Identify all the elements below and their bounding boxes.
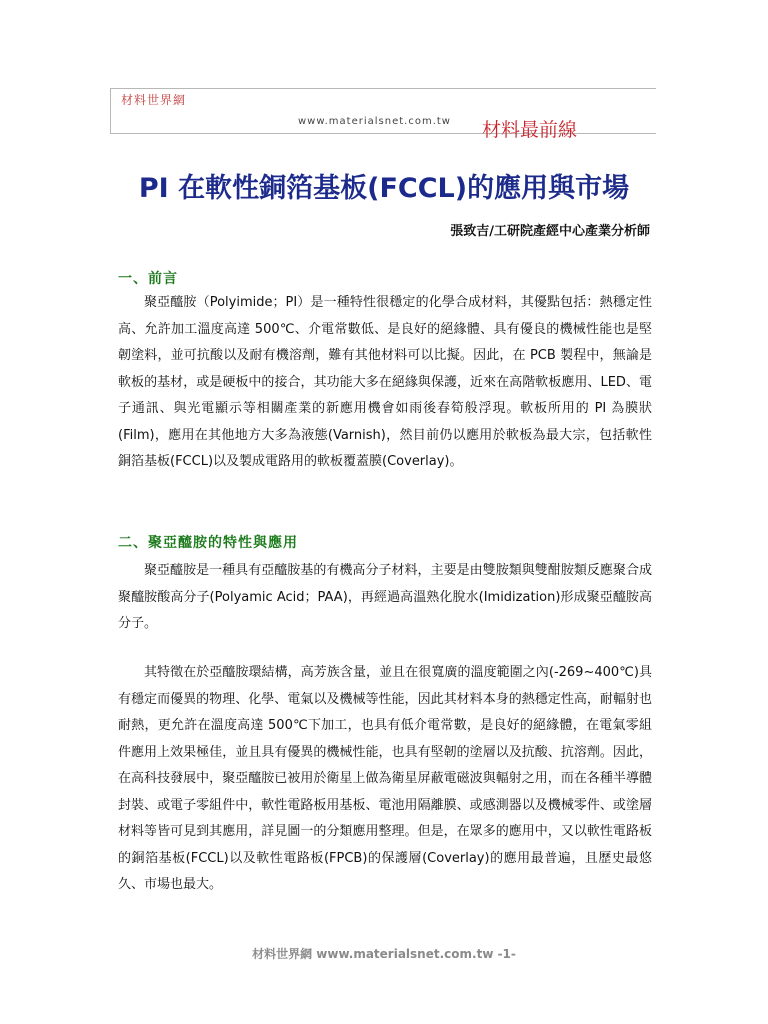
section-heading-properties: 二、聚亞醯胺的特性與應用 (118, 535, 298, 551)
properties-paragraph-2: 其特徵在於亞醯胺環結構，高芳族含量，並且在很寬廣的溫度範圍之內(-269~400℃)具有穩定而優異的物理、化學、電氣以及機械等性能，因此其材料本身的熱穩定性高，耐輻射也耐熱，更允許在溫度高達 500℃下加工，也具有低介電常數，是良好的絕緣體，在電氣零組件應用上效果極佳，並且具有優異的機械性能，也具有堅韌的塗層以及抗酸、抗溶劑。因此，在高科技發展中，聚亞醯胺已被用於衛星上做為衛星屏蔽電磁波與輻射之用，而在各種半導體封裝、或電子零組件中，軟性電路板用基板、電池用隔離膜、或感測器以及機械零件、或塗層材料等皆可見到其應用，詳見圖一的分類應用整理。但是，在眾多的應用中，又以軟性電路板的銅箔基板(FCCL)以及軟性電路板(FPCB)的保護層(Coverlay)的應用最普遍，且歷史最悠久、市場也最大。 (118, 665, 652, 892)
site-url[interactable]: www.materialsnet.com.tw (298, 116, 451, 127)
column-name: 材料最前線 (482, 119, 578, 141)
properties-paragraph-1: 聚亞醯胺是一種具有亞醯胺基的有機高分子材料，主要是由雙胺類與雙酣胺類反應聚合成聚醯胺酸高分子(Polyamic Acid；PAA)，再經過高溫熟化脫水(Imidization)形成聚亞醯胺高分子。 (118, 563, 652, 631)
article-author: 張致吉/工研院產經中心產業分析師 (450, 224, 650, 239)
intro-paragraph: 聚亞醯胺（Polyimide；PI）是一種特性很穩定的化學合成材料，其優點包括：熱穩定性高、允許加工溫度高達 500℃、介電常數低、是良好的絕緣體、具有優良的機械性能也是堅韌塗料，並可抗酸以及耐有機溶劑，難有其他材料可以比擬。因此，在 PCB 製程中，無論是軟板的基材，或是硬板中的接合，其功能大多在絕緣與保護，近來在高階軟板應用、LED、電子通訊、與光電顯示等相關產業的新應用機會如雨後春筍般浮現。軟板所用的 PI 為膜狀(Film)，應用在其他地方大多為液態(Varnish)，然目前仍以應用於軟板為最大宗，包括軟性銅箔基板(FCCL)以及製成電路用的軟板覆蓋膜(Coverlay)。 (118, 295, 652, 469)
page-footer: 材料世界網 www.materialsnet.com.tw -1- (252, 947, 516, 961)
site-name: 材料世界網 (121, 93, 187, 107)
article-title: PI 在軟性銅箔基板(FCCL)的應用與市場 (138, 173, 630, 204)
section-heading-intro: 一、前言 (118, 271, 178, 287)
